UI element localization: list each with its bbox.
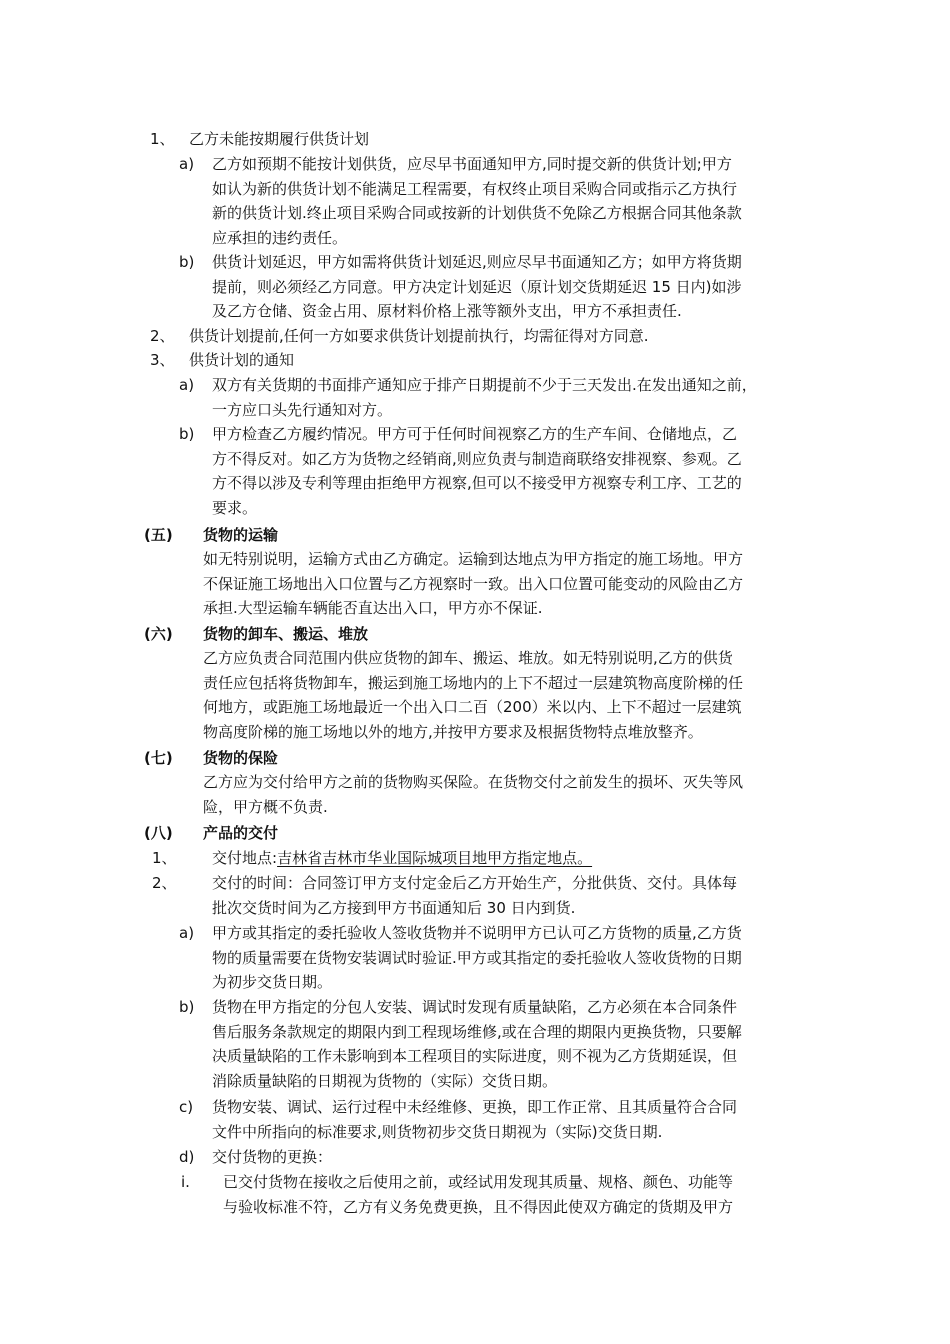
clause-title: 供货计划的通知 (189, 351, 295, 369)
paragraph: 甲方检查乙方履约情况。甲方可于任何时间视察乙方的生产车间、仓储地点，乙 方不得反对。如乙方为货物之经销商,则应负责与制造商联络安排视察、参观。乙 方不得以涉及专利等理由拒绝甲方视察,但可以不接受甲方视察专利工序、工艺的 要求。 (212, 425, 742, 517)
clause-number: 1、 (152, 849, 177, 867)
clause-text: 交付货物的更换： (212, 1148, 333, 1166)
clause-title: 乙方未能按期履行供货计划 (189, 130, 370, 148)
item-marker: a) (179, 155, 195, 173)
item-marker: d) (179, 1148, 195, 1166)
paragraph: 已交付货物在接收之后使用之前，或经试用发现其质量、规格、颜色、功能等 与验收标准不符，乙方有义务免费更换，且不得因此使双方确定的货期及甲方 (223, 1173, 734, 1216)
item-marker: b) (179, 425, 195, 443)
delivery-location-label: 交付地点: (212, 849, 278, 867)
item-marker: b) (179, 253, 195, 271)
item-marker: c) (179, 1098, 194, 1116)
paragraph: 供货计划延迟，甲方如需将供货计划延迟,则应尽早书面通知乙方；如甲方将货期 提前，则必须经乙方同意。甲方决定计划延迟（原计划交货期延迟 15 日内)如涉 及乙方仓储、资金占用、原材料价格上涨等额外支出，甲方不承担责任. (212, 253, 742, 320)
clause-text: 供货计划提前,任何一方如要求供货计划提前执行，均需征得对方同意. (189, 327, 649, 345)
section-heading: 货物的保险 (203, 749, 279, 767)
section-number: (六) (144, 625, 173, 643)
section-heading: 货物的运输 (203, 526, 279, 544)
clause-number: 2、 (152, 874, 177, 892)
delivery-location (212, 846, 592, 871)
paragraph: 货物安装、调试、运行过程中未经维修、更换，即工作正常、且其质量符合合同 文件中所指向的标准要求,则货物初步交货日期视为（实际)交货日期. (212, 1098, 738, 1141)
section-number: (七) (144, 749, 173, 767)
item-marker: b) (179, 998, 195, 1016)
paragraph: 货物在甲方指定的分包人安装、调试时发现有质量缺陷，乙方必须在本合同条件 售后服务条款规定的期限内到工程现场维修,或在合理的期限内更换货物，只要解 决质量缺陷的工作未影响到本工程项目的实际进度，则不视为乙方货期延误，但 消除质量缺陷的日期视为货物的（实际）交货日期。 (212, 998, 742, 1090)
section-number: (八) (144, 824, 173, 842)
paragraph: 甲方或其指定的委托验收人签收货物并不说明甲方已认可乙方货物的质量,乙方货 物的质量需要在货物安装调试时验证.甲方或其指定的委托验收人签收货物的日期 为初步交货日期。 (212, 924, 742, 991)
paragraph: 交付的时间：合同签订甲方支付定金后乙方开始生产，分批供货、交付。具体每 批次交货时间为乙方接到甲方书面通知后 30 日内到货. (212, 874, 738, 917)
section-number: (五) (144, 526, 173, 544)
section-heading: 产品的交付 (203, 824, 279, 842)
paragraph: 双方有关货期的书面排产通知应于排产日期提前不少于三天发出.在发出通知之前， 一方应口头先行通知对方。 (212, 376, 757, 419)
paragraph: 乙方应负责合同范围内供应货物的卸车、搬运、堆放。如无特别说明,乙方的供货 责任应包括将货物卸车，搬运到施工场地内的上下不超过一层建筑物高度阶梯的任 何地方，或距施工场地最近一个出入口二百（200）米以内、上下不超过一层建筑 物高度阶梯的施工场地以外的地方,并按甲方要求及根据货物特点堆放整齐。 (203, 649, 744, 741)
section-heading: 货物的卸车、搬运、堆放 (203, 625, 369, 643)
paragraph: 乙方应为交付给甲方之前的货物购买保险。在货物交付之前发生的损坏、灭失等风 险，甲方概不负责. (203, 773, 744, 816)
item-marker: a) (179, 924, 195, 942)
clause-number: 2、 (150, 327, 175, 345)
delivery-location-value: 吉林省吉林市华业国际城项目地甲方指定地点。 (277, 849, 593, 867)
paragraph: 如无特别说明，运输方式由乙方确定。运输到达地点为甲方指定的施工场地。甲方 不保证施工场地出入口位置与乙方视察时一致。出入口位置可能变动的风险由乙方 承担.大型运输车辆能否直达出入口，甲方亦不保证. (203, 550, 744, 617)
clause-number: 3、 (150, 351, 175, 369)
paragraph: 乙方如预期不能按计划供货，应尽早书面通知甲方,同时提交新的供货计划;甲方 如认为新的供货计划不能满足工程需要，有权终止项目采购合同或指示乙方执行 新的供货计划.终止项目采购合同或按新的计划供货不免除乙方根据合同其他条款 应承担的违约责任。 (212, 155, 742, 247)
clause-number: 1、 (150, 130, 175, 148)
item-marker: i. (181, 1173, 190, 1191)
item-marker: a) (179, 376, 195, 394)
